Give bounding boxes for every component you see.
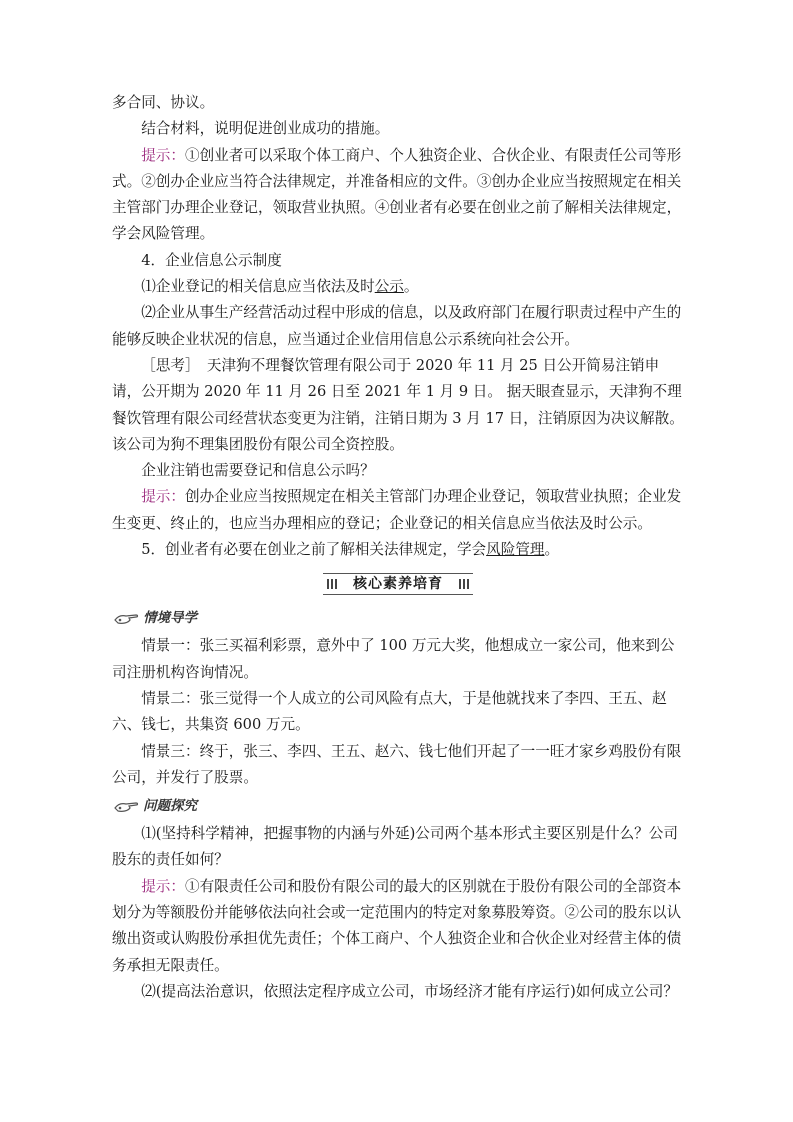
- underlined-term: 公示: [374, 278, 404, 296]
- hint-text: 创办企业应当按照规定在相关主管部门办理企业登记，领取营业执照；企业发生变更、终止的，也应当办理相应的登记；企业登记的相关信息应当依法及时公示。: [112, 488, 682, 532]
- hint-paragraph: [112, 143, 684, 248]
- list-item: [112, 537, 684, 563]
- banner-title: 核心素养培育: [323, 573, 473, 595]
- section-label-situation: [114, 605, 684, 631]
- hint-label: 提示：: [141, 146, 185, 164]
- list-item: ⑵企业从事生产经营活动过程中形成的信息，以及政府部门在履行职责过程中产生的能够反映企业状况的信息，应当通过企业信用信息公示系统向社会公开。: [112, 304, 682, 348]
- question-text: 企业注销也需要登记和信息公示吗？: [141, 462, 375, 480]
- question-text: ⑴(坚持科学精神，把握事物的内涵与外延)公司两个基本形式主要区别是什么？公司股东的责任如何？: [112, 825, 678, 869]
- underlined-term: 风险管理: [486, 541, 545, 559]
- list-item: [112, 274, 684, 300]
- hint-text: ①创业者可以采取个体工商户、个人独资企业、合伙企业、有限责任公司等形式。②创办企业应当符合法律规定，并准备相应的文件。③创办企业应当按照规定在相关主管部门办理企业登记，领取营业执照。④创业者有必要在创业之前了解相关法律规定，学会风险管理。: [112, 146, 682, 243]
- list-item-text: ⑴企业登记的相关信息应当依法及时: [141, 278, 375, 296]
- section-heading: 4．企业信息公示制度: [141, 251, 282, 269]
- punctuation: 。: [544, 541, 560, 559]
- scenario-paragraph: 情景二：张三觉得一个人成立的公司风险有点大，于是他就找来了李四、王五、赵六、钱七，共集资 600 万元。: [112, 689, 667, 734]
- hand-pointer-icon: [114, 611, 140, 625]
- scenario-paragraph: 情景三：终于，张三、李四、王五、赵六、钱七他们开起了一一旺才家乡鸡股份有限公司，并发行了股票。: [112, 742, 682, 786]
- list-item-text: 5．创业者有必要在创业之前了解相关法律规定，学会: [141, 541, 487, 559]
- hint-text: ①有限责任公司和股份有限公司的最大的区别就在于股份有限公司的全部资本划分为等额股份并能够依法向社会或一定范围内的特定对象募股筹资。②公司的股东以认缴出资或认购股份承担优先责任；个体工商户、个人独资企业和合伙企业对经营主体的债务承担无限责任。: [112, 877, 682, 974]
- hint-paragraph: [112, 874, 684, 979]
- question-text: 结合材料，说明促进创业成功的措施。: [141, 120, 390, 138]
- paragraph: 多合同、协议。: [112, 94, 215, 111]
- section-banner: [112, 569, 684, 599]
- thinking-paragraph: ［思考］ 天津狗不理餐饮管理有限公司于 2020 年 11 月 25 日公开简易注销申请，公开期为 2020 年 11 月 26 日至 2021 年 1 月 9 日。 据天眼查显示，天津狗不理餐饮管理有限公司经营状态变更为注销，注销日期为 3 月 17 日，注销原因为决议解散。该公司为狗不理集团股份有限公司全资控股。: [112, 356, 684, 453]
- section-label-text: 问题探究: [143, 797, 197, 814]
- question-text: ⑵(提高法治意识，依照法定程序成立公司，市场经济才能有序运行)如何成立公司？: [141, 982, 678, 1000]
- punctuation: 。: [403, 278, 419, 296]
- section-label-inquiry: [114, 793, 684, 819]
- document-page: [112, 90, 684, 1005]
- section-label-text: 情境导学: [143, 610, 197, 627]
- hand-pointer-icon: [114, 799, 140, 813]
- hint-paragraph: [112, 484, 684, 537]
- hint-label: 提示：: [141, 488, 185, 506]
- scenario-paragraph: 情景一：张三买福利彩票，意外中了 100 万元大奖，他想成立一家公司，他来到公司注册机构咨询情况。: [112, 637, 675, 681]
- hint-label: 提示：: [141, 877, 185, 895]
